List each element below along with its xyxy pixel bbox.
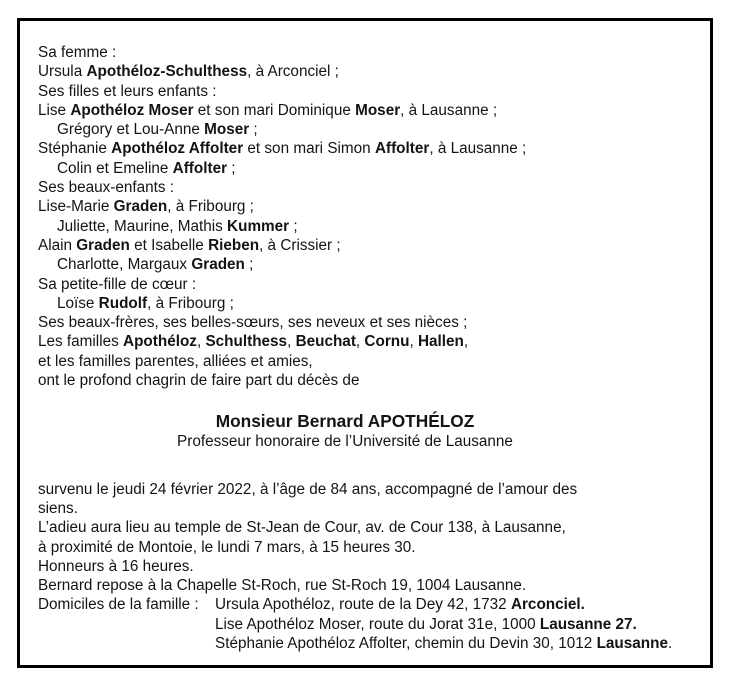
text-segment: , — [287, 333, 296, 351]
text-segment: , à Fribourg ; — [147, 294, 234, 312]
emphasized-name: Kummer — [227, 217, 290, 235]
text-line — [38, 101, 652, 120]
text-segment: Ses beaux-enfants : — [38, 179, 175, 197]
text-segment: Stéphanie — [38, 140, 112, 158]
text-line — [38, 120, 652, 139]
emphasized-name: Moser — [355, 101, 401, 119]
text-segment: , — [355, 333, 365, 351]
text-segment: Lise-Marie — [38, 198, 114, 216]
deceased-honorific-line: Professeur honoraire de l’Université de Lausanne — [177, 433, 513, 451]
text-line — [38, 159, 652, 178]
text-segment: Ses filles et leurs enfants : — [38, 82, 217, 100]
text-segment: , — [409, 333, 418, 351]
text-line — [38, 294, 652, 313]
text-segment: et les familles parentes, alliées et amies, — [38, 352, 313, 370]
emphasized-name: Hallen — [417, 333, 464, 351]
emphasized-name: Apothéloz — [123, 333, 197, 351]
text-line — [38, 499, 652, 518]
emphasized-name: Beuchat — [295, 333, 356, 351]
text-segment: Ses beaux-frères, ses belles-sœurs, ses neveux et ses nièces ; — [38, 314, 468, 332]
text-segment: L’adieu aura lieu au temple de St-Jean de Cour, av. de Cour 138, à Lausanne, — [38, 519, 566, 537]
text-line — [215, 615, 672, 634]
text-line — [215, 634, 672, 653]
text-segment: et Isabelle — [129, 236, 209, 254]
text-segment: , à Crissier ; — [259, 236, 341, 254]
text-line — [38, 313, 652, 332]
emphasized-name: Apothéloz Affolter — [111, 140, 244, 158]
text-segment: Sa petite-fille de cœur : — [38, 275, 197, 293]
text-line — [38, 197, 652, 216]
announcement-block — [38, 480, 652, 596]
text-segment: Loïse — [57, 294, 99, 312]
text-segment: à proximité de Montoie, le lundi 7 mars, à 15 heures 30. — [38, 538, 416, 556]
text-segment: ; — [249, 121, 258, 139]
text-segment: , à Arconciel ; — [247, 63, 339, 81]
emphasized-name: Rudolf — [98, 294, 148, 312]
deceased-name: Monsieur Bernard APOTHÉLOZ — [215, 411, 475, 432]
text-line — [38, 538, 652, 557]
text-line — [38, 43, 652, 62]
text-line — [38, 518, 652, 537]
text-segment: Ursula — [38, 63, 87, 81]
text-segment: , — [196, 333, 206, 351]
emphasized-name: Affolter — [172, 159, 228, 177]
emphasized-name: Lausanne 27. — [539, 615, 637, 633]
emphasized-name: Arconciel. — [510, 596, 585, 614]
text-line — [38, 139, 652, 158]
emphasized-name: Graden — [191, 256, 245, 274]
text-line — [38, 236, 652, 255]
text-segment: Ursula Apothéloz, route de la Dey 42, 1732 — [215, 596, 511, 614]
text-line — [38, 480, 652, 499]
text-segment: et son mari Simon — [243, 140, 375, 158]
text-segment: Les familles — [38, 333, 124, 351]
emphasized-name: Moser — [204, 121, 250, 139]
deceased-title-block — [38, 410, 652, 451]
text-line — [38, 275, 652, 294]
domiciles-block — [38, 595, 673, 653]
text-line — [38, 217, 652, 236]
emphasized-name: Lausanne — [596, 635, 668, 653]
text-line — [38, 576, 652, 595]
domiciles-list — [215, 595, 672, 653]
text-segment: ont le profond chagrin de faire part du décès de — [38, 372, 360, 390]
text-line — [38, 352, 652, 371]
emphasized-name: Affolter — [374, 140, 430, 158]
text-line — [215, 595, 672, 614]
text-segment: Charlotte, Margaux — [57, 256, 192, 274]
text-segment: , à Fribourg ; — [167, 198, 254, 216]
text-segment: , à Lausanne ; — [400, 101, 498, 119]
text-segment: Colin et Emeline — [57, 159, 173, 177]
text-segment: , à Lausanne ; — [429, 140, 527, 158]
emphasized-name: Cornu — [364, 333, 410, 351]
text-segment: ; — [227, 159, 236, 177]
text-segment: Juliette, Maurine, Mathis — [57, 217, 228, 235]
domiciles-label: Domiciles de la famille : — [38, 596, 199, 614]
text-line — [38, 332, 652, 351]
text-segment: Stéphanie Apothéloz Affolter, chemin du Devin 30, 1012 — [215, 635, 597, 653]
text-segment: ; — [289, 217, 298, 235]
emphasized-name: Schulthess — [205, 333, 288, 351]
text-segment: survenu le jeudi 24 février 2022, à l’âge de 84 ans, accompagné de l’amour des — [38, 480, 578, 498]
text-line — [38, 371, 652, 390]
text-segment: Bernard repose à la Chapelle St-Roch, rue St-Roch 19, 1004 Lausanne. — [38, 577, 527, 595]
text-line — [38, 557, 652, 576]
text-segment: . — [667, 635, 673, 653]
text-segment: ; — [244, 256, 254, 274]
text-segment: Sa femme : — [38, 44, 117, 61]
emphasized-name: Apothéloz Moser — [70, 101, 194, 119]
family-block — [38, 43, 652, 390]
text-segment: siens. — [38, 499, 78, 517]
text-segment: Honneurs à 16 heures. — [38, 557, 194, 575]
emphasized-name: Rieben — [208, 236, 260, 254]
text-segment: Alain — [38, 236, 77, 254]
text-segment: Lise Apothéloz Moser, route du Jorat 31e, 1000 — [215, 615, 540, 633]
text-segment: et son mari Dominique — [193, 101, 356, 119]
notice-frame — [17, 18, 713, 668]
text-line — [38, 82, 652, 101]
text-segment: , — [463, 333, 469, 351]
text-segment: Lise — [38, 101, 71, 119]
text-line — [38, 62, 652, 81]
emphasized-name: Graden — [113, 198, 168, 216]
text-segment: Grégory et Lou-Anne — [57, 121, 205, 139]
text-line — [38, 255, 652, 274]
emphasized-name: Apothéloz-Schulthess — [86, 63, 248, 81]
text-line — [38, 178, 652, 197]
emphasized-name: Graden — [76, 236, 130, 254]
